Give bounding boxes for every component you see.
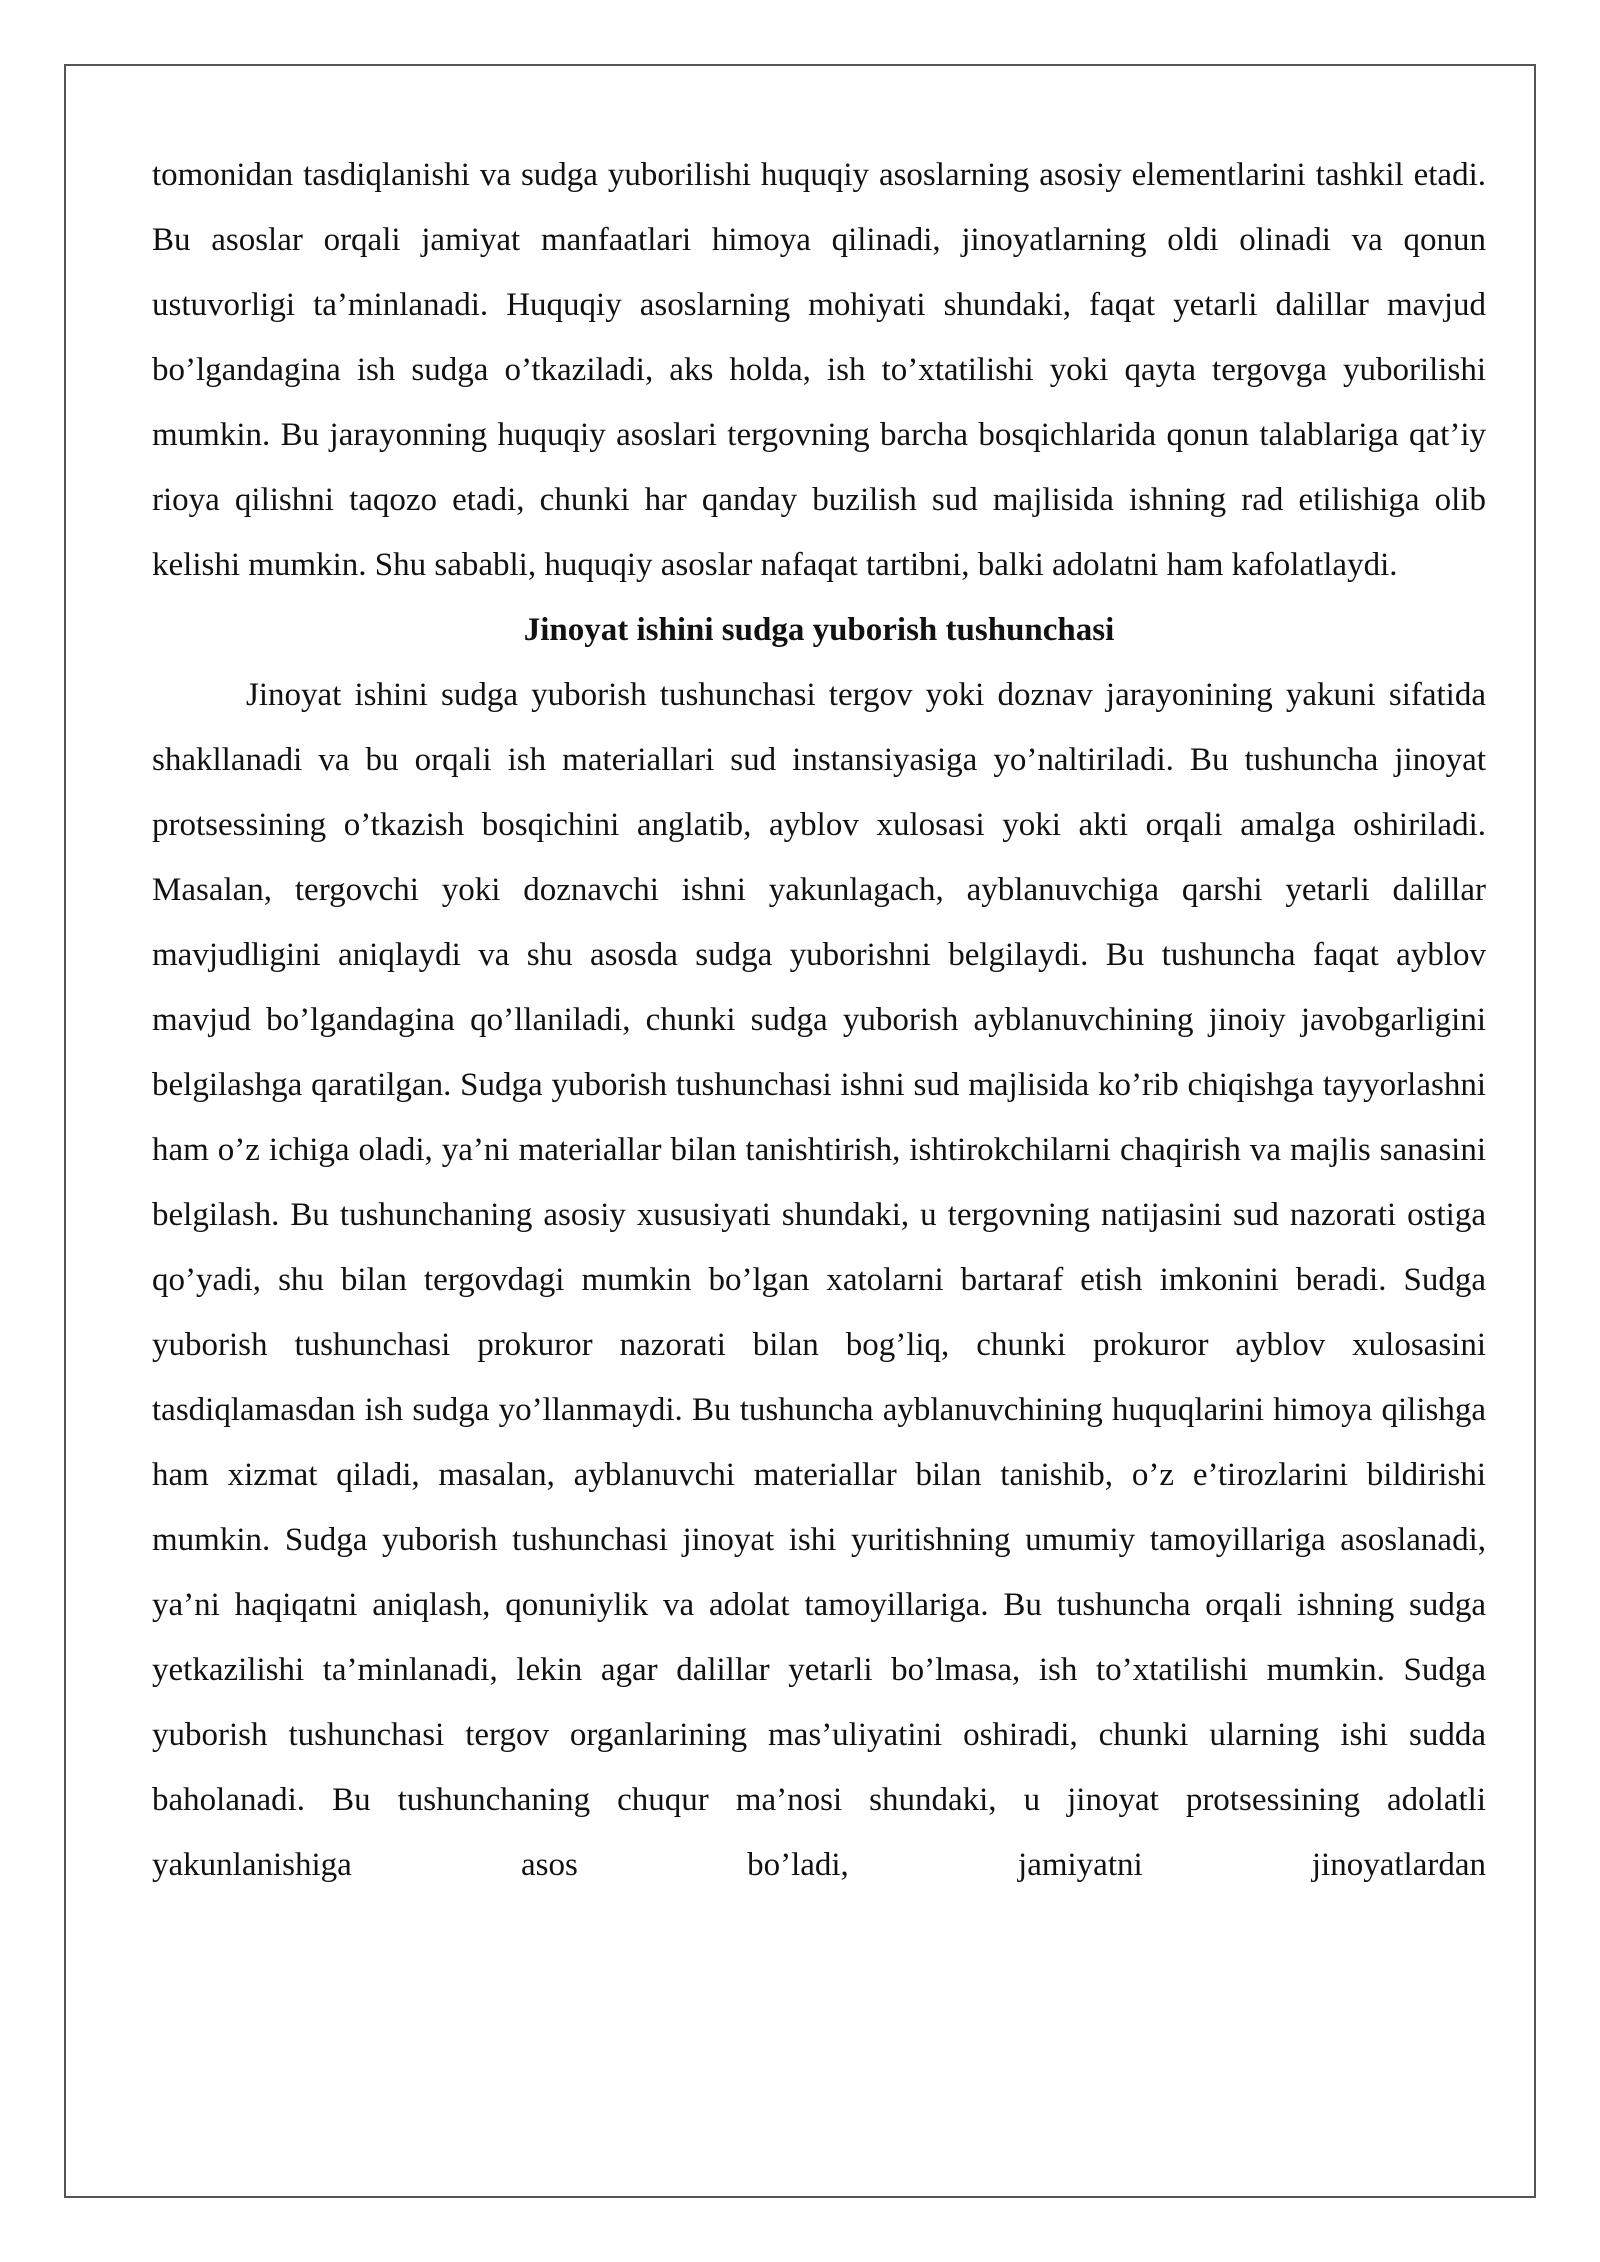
paragraph-legal-basis: tomonidan tasdiqlanishi va sudga yuborilishi huquqiy asoslarning asosiy elementlarini tashkil etadi. Bu asoslar orqali jamiyat manfaatlari himoya qilinadi, jinoyatlarning oldi olinadi va qonun ustuvorligi ta’minlanadi. Huquqiy asoslarning mohiyati shundaki, faqat yetarli dalillar mavjud bo’lgandagina ish sudga o’tkaziladi, aks holda, ish to’xtatilishi yoki qayta tergovga yuborilishi mumkin. Bu jarayonning huquqiy asoslari tergovning barcha bosqichlarida qonun talablariga qat’iy rioya qilishni taqozo etadi, chunki har qanday buzilish sud majlisida ishning rad etilishiga olib kelishi mumkin. Shu sababli, huquqiy asoslar nafaqat tartibni, balki adolatni ham kafolatlaydi. (152, 157, 1486, 583)
section-heading: Jinoyat ishini sudga yuborish tushunchasi (523, 612, 1115, 648)
document-body (152, 143, 1486, 1898)
paragraph-concept: Jinoyat ishini sudga yuborish tushunchasi tergov yoki doznav jarayonining yakuni sifatida shakllanadi va bu orqali ish materiallari sud instansiyasiga yo’naltiriladi. Bu tushuncha jinoyat protsessining o’tkazish bosqichini anglatib, ayblov xulosasi yoki akti orqali amalga oshiriladi. Masalan, tergovchi yoki doznavchi ishni yakunlagach, ayblanuvchiga qarshi yetarli dalillar mavjudligini aniqlaydi va shu asosda sudga yuborishni belgilaydi. Bu tushuncha faqat ayblov mavjud bo’lgandagina qo’llaniladi, chunki sudga yuborish ayblanuvchining jinoiy javobgarligini belgilashga qaratilgan. Sudga yuborish tushunchasi ishni sud majlisida ko’rib chiqishga tayyorlashni ham o’z ichiga oladi, ya’ni materiallar bilan tanishtirish, ishtirokchilarni chaqirish va majlis sanasini belgilash. Bu tushunchaning asosiy xususiyati shundaki, u tergovning natijasini sud nazorati ostiga qo’yadi, shu bilan tergovdagi mumkin bo’lgan xatolarni bartaraf etish imkonini beradi. Sudga yuborish tushunchasi prokuror nazorati bilan bog’liq, chunki prokuror ayblov xulosasini tasdiqlamasdan ish sudga yo’llanmaydi. Bu tushuncha ayblanuvchining huquqlarini himoya qilishga ham xizmat qiladi, masalan, ayblanuvchi materiallar bilan tanishib, o’z e’tirozlarini bildirishi mumkin. Sudga yuborish tushunchasi jinoyat ishi yuritishning umumiy tamoyillariga asoslanadi, ya’ni haqiqatni aniqlash, qonuniylik va adolat tamoyillariga. Bu tushuncha orqali ishning sudga yetkazilishi ta’minlanadi, lekin agar dalillar yetarli bo’lmasa, ish to’xtatilishi mumkin. Sudga yuborish tushunchasi tergov organlarining mas’uliyatini oshiradi, chunki ularning ishi sudda baholanadi. Bu tushunchaning chuqur ma’nosi shundaki, u jinoyat protsessining adolatli yakunlanishiga asos bo’ladi, jamiyatni jinoyatlardan (152, 677, 1486, 1883)
